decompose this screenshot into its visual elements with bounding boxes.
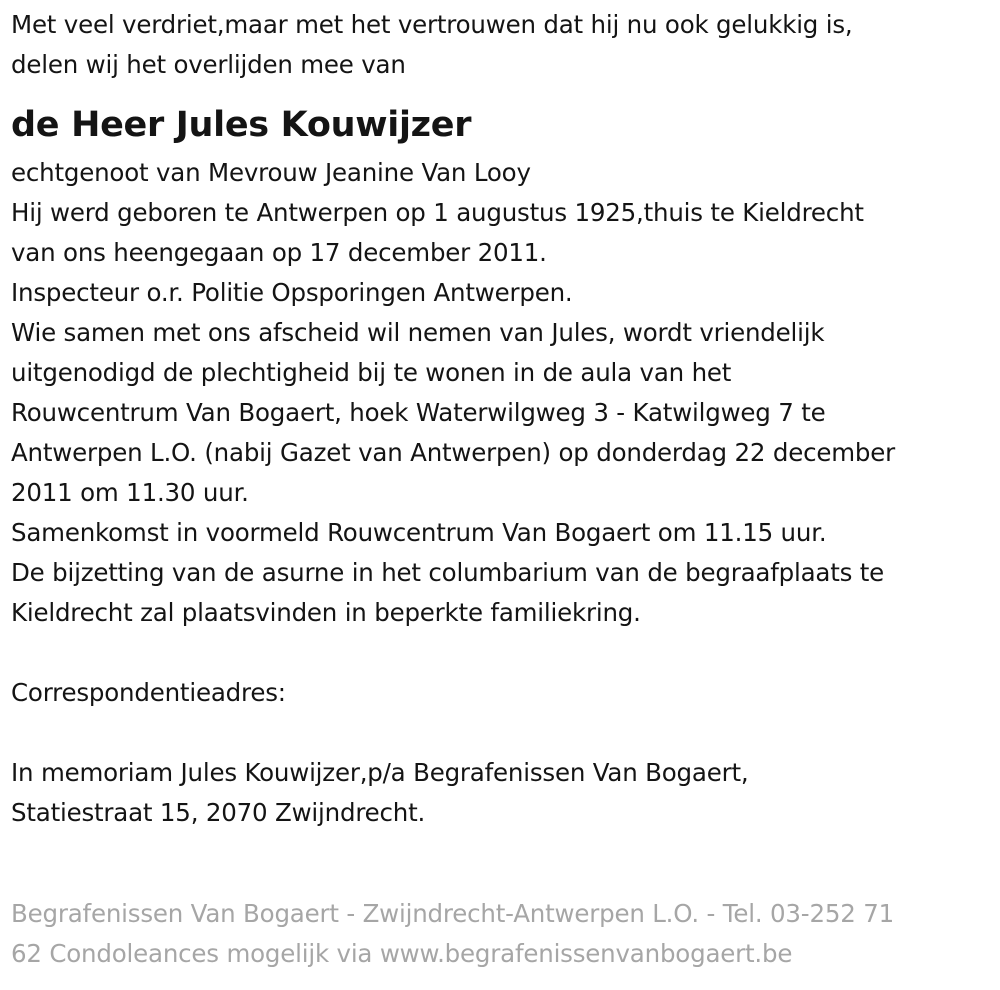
- footer-line: Begrafenissen Van Bogaert - Zwijndrecht-Antwerpen L.O. - Tel. 03-252 71: [11, 899, 894, 928]
- funeral-home-footer: [11, 894, 996, 974]
- body-line: Antwerpen L.O. (nabij Gazet van Antwerpen) op donderdag 22 december: [11, 438, 895, 467]
- body-line: De bijzetting van de asurne in het columbarium van de begraafplaats te: [11, 558, 885, 587]
- body-line: Kieldrecht zal plaatsvinden in beperkte familiekring.: [11, 598, 641, 627]
- body-line: Rouwcentrum Van Bogaert, hoek Waterwilgweg 3 - Katwilgweg 7 te: [11, 398, 826, 427]
- intro-line: Met veel verdriet,maar met het vertrouwen dat hij nu ook gelukkig is,: [11, 10, 853, 39]
- obituary-notice: [11, 5, 996, 833]
- correspondence-label: Correspondentieadres:: [11, 678, 286, 707]
- body-line: Wie samen met ons afscheid wil nemen van Jules, wordt vriendelijk: [11, 318, 825, 347]
- deceased-name: de Heer Jules Kouwijzer: [11, 105, 472, 145]
- address-line: In memoriam Jules Kouwijzer,p/a Begrafenissen Van Bogaert,: [11, 758, 749, 787]
- correspondence-address: [11, 753, 996, 833]
- body-line: echtgenoot van Mevrouw Jeanine Van Looy: [11, 158, 531, 187]
- body-line: Samenkomst in voormeld Rouwcentrum Van Bogaert om 11.15 uur.: [11, 518, 827, 547]
- address-line: Statiestraat 15, 2070 Zwijndrecht.: [11, 798, 426, 827]
- intro-paragraph: [11, 5, 996, 85]
- intro-line: delen wij het overlijden mee van: [11, 50, 406, 79]
- notice-body: [11, 153, 996, 633]
- body-line: uitgenodigd de plechtigheid bij te wonen in de aula van het: [11, 358, 732, 387]
- body-line: Hij werd geboren te Antwerpen op 1 augustus 1925,thuis te Kieldrecht: [11, 198, 864, 227]
- body-line: 2011 om 11.30 uur.: [11, 478, 249, 507]
- footer-line: 62 Condoleances mogelijk via www.begrafenissenvanbogaert.be: [11, 939, 793, 968]
- blank-line: [11, 633, 996, 673]
- body-line: van ons heengegaan op 17 december 2011.: [11, 238, 547, 267]
- blank-line: [11, 713, 996, 753]
- body-line: Inspecteur o.r. Politie Opsporingen Antwerpen.: [11, 278, 573, 307]
